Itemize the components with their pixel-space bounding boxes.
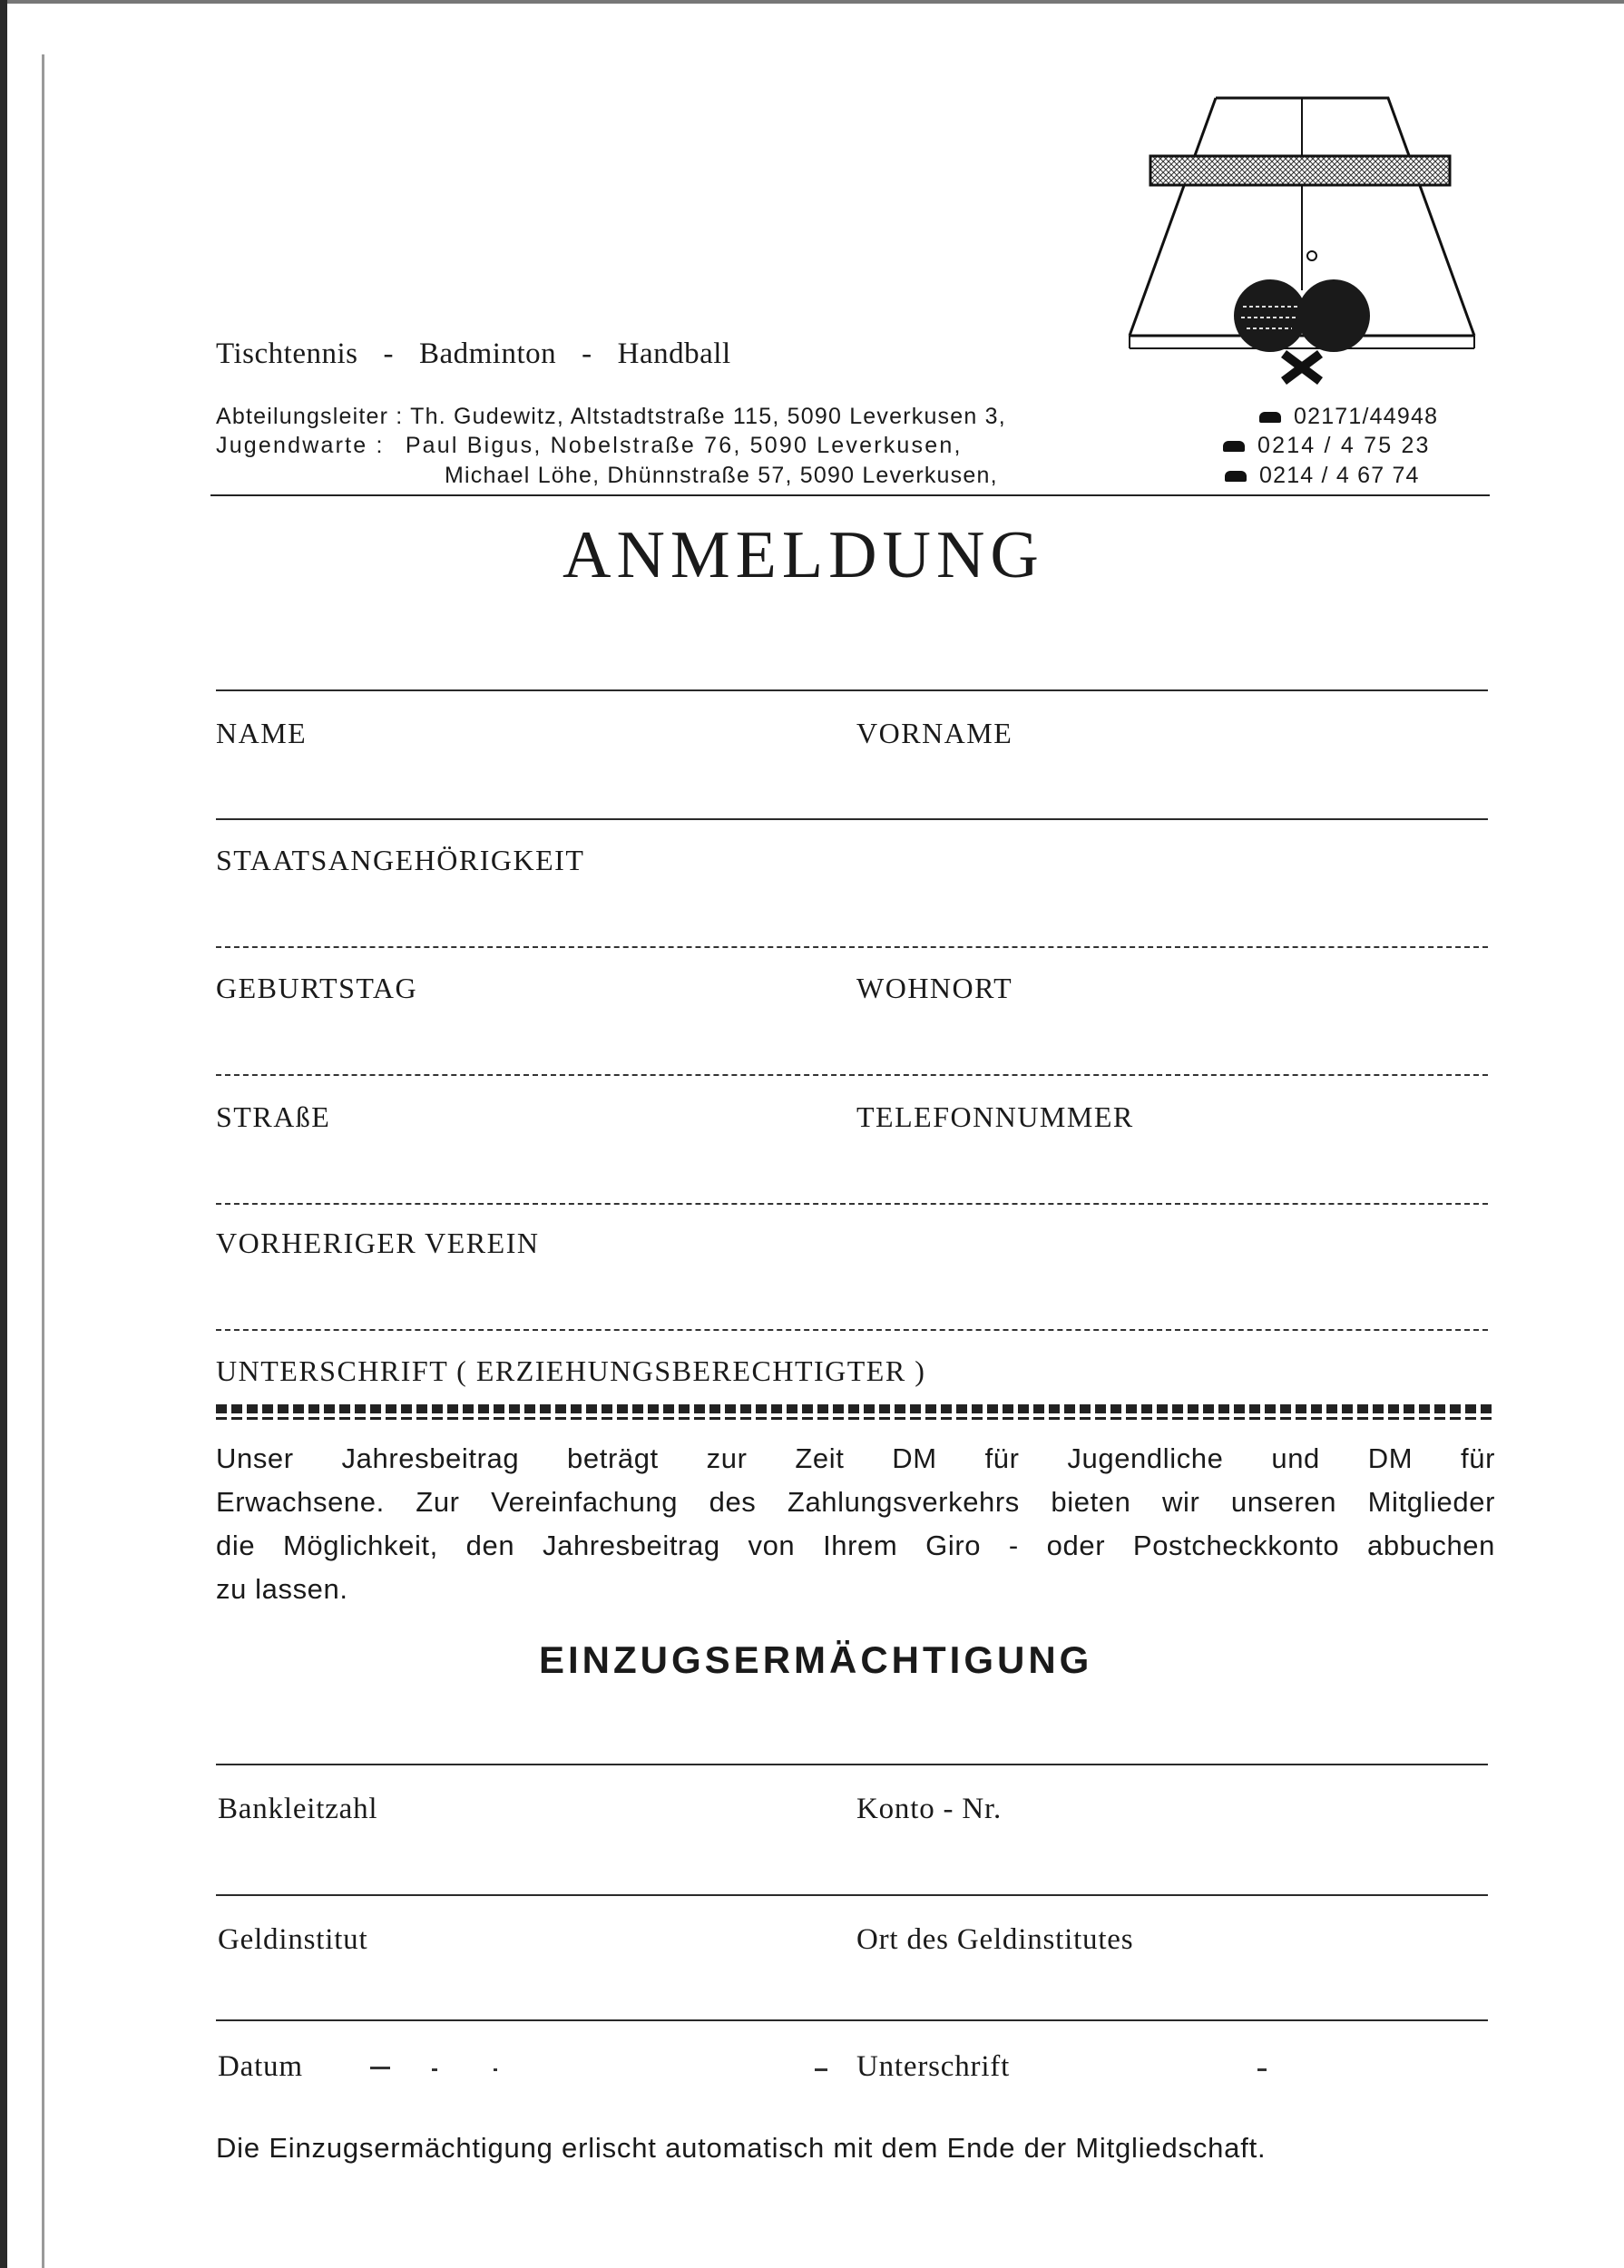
fee-paragraph xyxy=(216,1437,1495,1611)
table-tennis-logo xyxy=(1125,91,1479,390)
einzug-title: EINZUGSERMÄCHTIGUNG xyxy=(539,1638,1093,1681)
contact-jugendwarte-2 xyxy=(445,463,1420,489)
contact-jugendwarte xyxy=(216,433,1431,459)
field-line[interactable] xyxy=(216,946,1488,948)
label-strasse: STRAßE xyxy=(216,1100,331,1133)
label-bankleitzahl: Bankleitzahl xyxy=(218,1793,378,1825)
contact-phone: 02171/44948 xyxy=(1259,404,1438,430)
paragraph-line: Unser Jahresbeitrag beträgt zur Zeit DM für Jugendliche und DM für xyxy=(216,1442,1495,1474)
field-line[interactable] xyxy=(216,1329,1488,1331)
sports-line xyxy=(216,337,731,371)
contact-role: Abteilungsleiter : xyxy=(216,404,404,429)
footer-note: Die Einzugsermächtigung erlischt automatisch mit dem Ende der Mitgliedschaft. xyxy=(216,2132,1267,2164)
label-ort-geldinstitut: Ort des Geldinstitutes xyxy=(856,1923,1134,1956)
mark xyxy=(1257,2068,1267,2071)
page-title: ANMELDUNG xyxy=(563,518,1044,592)
label-name: NAME xyxy=(216,717,308,749)
sports-separator: - xyxy=(582,337,592,370)
sport-tischtennis: Tischtennis xyxy=(216,337,358,370)
label-vorname: VORNAME xyxy=(856,717,1013,749)
field-line[interactable] xyxy=(216,1764,1488,1765)
field-line[interactable] xyxy=(216,689,1488,691)
mark xyxy=(370,2067,390,2069)
field-line[interactable] xyxy=(216,1203,1488,1205)
contact-address: Michael Löhe, Dhünnstraße 57, 5090 Leverkusen, xyxy=(445,463,998,488)
label-geburtstag: GEBURTSTAG xyxy=(216,972,418,1004)
contact-address: Th. Gudewitz, Altstadtstraße 115, 5090 Leverkusen 3, xyxy=(410,404,1006,429)
label-vorheriger-verein: VORHERIGER VEREIN xyxy=(216,1227,540,1259)
telephone-icon xyxy=(1223,441,1245,452)
header-rule xyxy=(210,494,1490,496)
mark xyxy=(494,2068,497,2071)
telephone-icon xyxy=(1259,412,1281,423)
telephone-icon xyxy=(1225,471,1247,482)
label-datum: Datum xyxy=(218,2050,303,2083)
net-icon xyxy=(1150,156,1450,185)
mark xyxy=(432,2068,437,2071)
sports-separator: - xyxy=(383,337,394,370)
contact-address: Paul Bigus, Nobelstraße 76, 5090 Leverkusen, xyxy=(405,433,963,458)
paragraph-line: die Möglichkeit, den Jahresbeitrag von Ihrem Giro - oder Postcheckkonto abbuchen xyxy=(216,1530,1495,1561)
paragraph-line: Erwachsene. Zur Vereinfachung des Zahlungsverkehrs bieten wir unseren Mitglieder xyxy=(216,1486,1495,1518)
paragraph-line: zu lassen. xyxy=(216,1573,348,1605)
page-edge-left xyxy=(0,0,7,2268)
contact-role: Jugendwarte : xyxy=(216,433,385,458)
ball-icon xyxy=(1307,251,1316,260)
field-line[interactable] xyxy=(216,1074,1488,1076)
double-rule xyxy=(216,1404,1495,1413)
mark xyxy=(815,2068,827,2071)
contact-phone: 0214 / 4 75 23 xyxy=(1223,433,1431,459)
contact-phone: 0214 / 4 67 74 xyxy=(1225,463,1420,489)
label-wohnort: WOHNORT xyxy=(856,972,1013,1004)
label-telefonnummer: TELEFONNUMMER xyxy=(856,1100,1134,1133)
label-konto: Konto - Nr. xyxy=(856,1793,1003,1825)
double-rule xyxy=(216,1417,1495,1420)
contact-abteilungsleiter xyxy=(216,404,1439,430)
sport-handball: Handball xyxy=(617,337,731,370)
paddles-icon xyxy=(1234,279,1370,381)
label-unterschrift: Unterschrift xyxy=(856,2050,1011,2083)
page-edge-top xyxy=(0,0,1624,4)
field-line[interactable] xyxy=(216,2019,1488,2021)
page-edge-shadow xyxy=(42,54,44,2268)
field-line[interactable] xyxy=(216,1894,1488,1896)
label-geldinstitut: Geldinstitut xyxy=(218,1923,368,1956)
sport-badminton: Badminton xyxy=(418,337,557,370)
label-staatsangehoerigkeit: STAATSANGEHÖRIGKEIT xyxy=(216,844,585,876)
label-unterschrift-erziehungsberechtigter: UNTERSCHRIFT ( ERZIEHUNGSBERECHTIGTER ) xyxy=(216,1354,926,1387)
field-line[interactable] xyxy=(216,818,1488,820)
